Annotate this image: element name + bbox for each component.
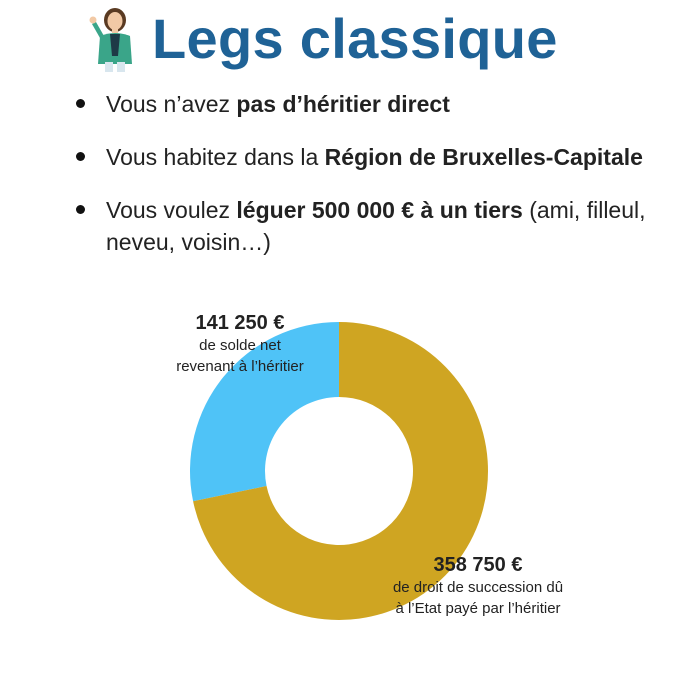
page-title: Legs classique [152, 7, 558, 70]
bullet-text: Vous habitez dans la [106, 144, 325, 170]
bullet-bold-text: Région de Bruxelles-Capitale [324, 144, 643, 170]
bullet-text: Vous voulez [106, 197, 237, 223]
state-tax-label [358, 554, 598, 619]
state-tax-amount: 358 750 € [433, 554, 523, 576]
heir-share-amount: 141 250 € [195, 312, 285, 334]
bullet-text-suffix: (ami, filleul, neveu, voisin…) [106, 197, 646, 255]
state-tax-desc-line1: de droit de succession dû [392, 579, 564, 596]
heir-share-label [150, 312, 330, 377]
bullet-bold-text: pas d’héritier direct [236, 91, 450, 117]
heir-share-desc-line1: de solde net [199, 337, 281, 354]
bullet-text: Vous n’avez [106, 91, 237, 117]
heir-share-desc-line2: revenant à l’héritier [176, 358, 304, 375]
bullet-bold-text: léguer 500 000 € à un tiers [236, 197, 523, 223]
state-tax-desc-line2: à l’Etat payé par l’héritier [395, 600, 561, 617]
